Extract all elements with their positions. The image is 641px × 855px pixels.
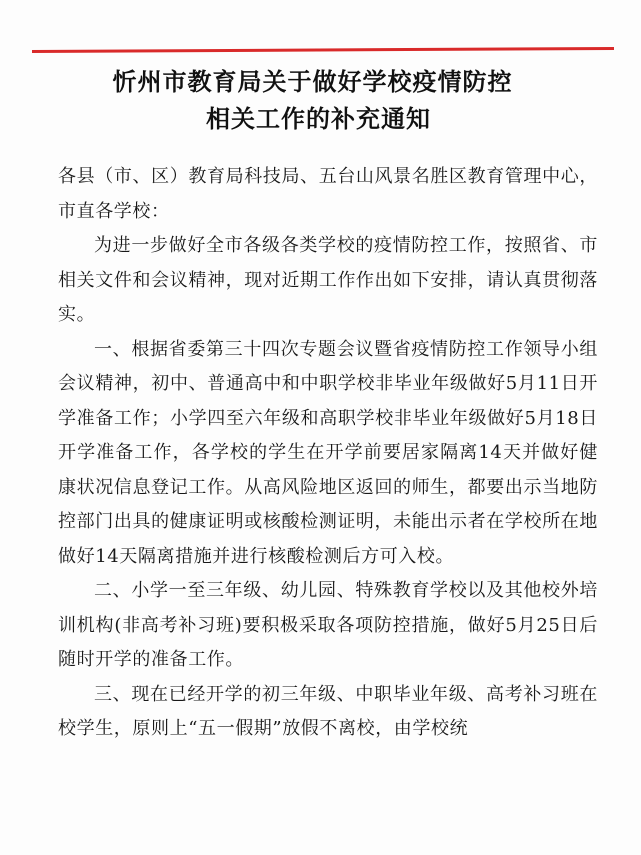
red-header-rule <box>32 47 614 53</box>
document-title-line-1: 忻州市教育局关于做好学校疫情防控 <box>112 68 513 96</box>
paragraph-intro: 为进一步做好全市各级各类学校的疫情防控工作，按照省、市相关文件和会议精神，现对近期工作作出如下安排，请认真贯彻落实。 <box>58 235 598 325</box>
document-body <box>58 160 598 747</box>
paragraph-item-1: 一、根据省委第三十四次专题会议暨省疫情防控工作领导小组会议精神，初中、普通高中和中职学校非毕业年级做好5月11日开学准备工作；小学四至六年级和高职学校非毕业年级做好5月18日开学准备工作，各学校的学生在开学前要居家隔离14天并做好健康状况信息登记工作。从高风险地区返回的师生，都要出示当地防控部门出具的健康证明或核酸检测证明，未能出示者在学校所在地做好14天隔离措施并进行核酸检测后方可入校。 <box>58 338 598 567</box>
paragraph-item-3: 三、现在已经开学的初三年级、中职毕业年级、高考补习班在校学生，原则上“五一假期”放假不离校，由学校统 <box>58 683 598 739</box>
paragraph-item-2: 二、小学一至三年级、幼儿园、特殊教育学校以及其他校外培训机构(非高考补习班)要积极采取各项防控措施，做好5月25日后随时开学的准备工作。 <box>58 580 598 670</box>
document-title-line-2: 相关工作的补充通知 <box>206 105 431 133</box>
salutation: 各县（市、区）教育局科技局、五台山风景名胜区教育管理中心，市直各学校： <box>58 166 598 222</box>
